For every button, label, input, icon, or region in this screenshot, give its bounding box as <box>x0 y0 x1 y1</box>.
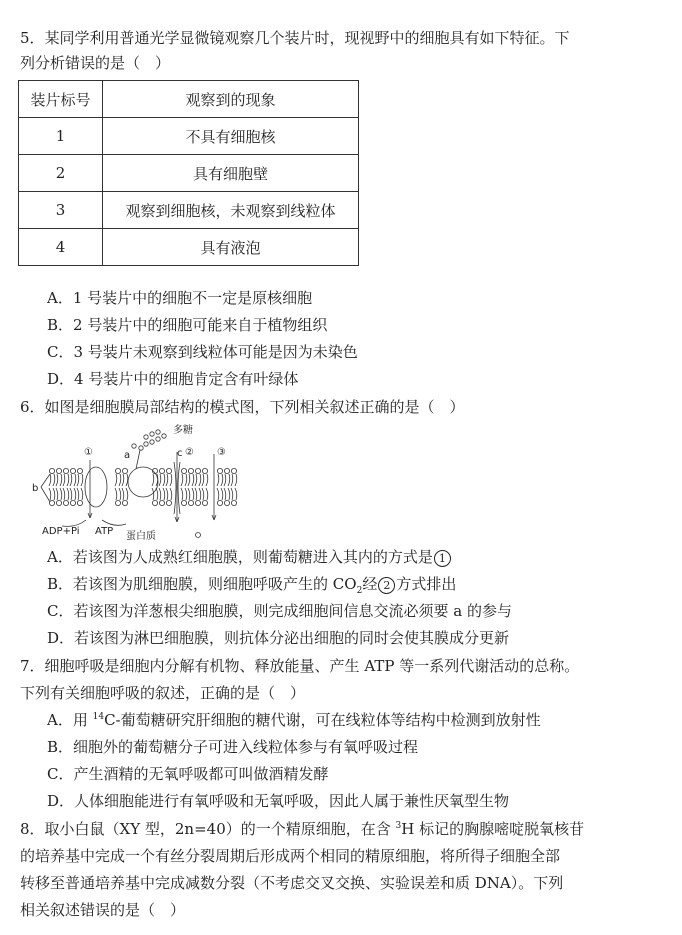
q5-option-c: C．3 号装片未观察到线粒体可能是因为未染色 <box>47 343 358 361</box>
table-header-row <box>19 81 359 118</box>
q5-option-d: D．4 号装片中的细胞肯定含有叶绿体 <box>47 370 299 388</box>
table-header-cell: 装片标号 <box>19 81 103 118</box>
q7-option-d: D．人体细胞能进行有氧呼吸和无氧呼吸，因此人属于兼性厌氧型生物 <box>47 792 510 810</box>
label-circle-1: ① <box>84 447 93 458</box>
q8-line2: 的培养基中完成一个有丝分裂周期后形成两个相同的精原细胞，将所得子细胞全部 <box>20 847 561 865</box>
phospholipid-upper-row <box>49 468 236 473</box>
q7-stem-line2: 下列有关细胞呼吸的叙述，正确的是（ ） <box>20 684 306 702</box>
q8-line1-pre: 8．取小白鼠（XY 型，2n=40）的一个精原细胞，在含 <box>20 820 396 838</box>
q6-stem: 6．如图是细胞膜局部结构的模式图，下列相关叙述正确的是（ ） <box>20 398 465 416</box>
table-cell: 观察到细胞核，未观察到线粒体 <box>103 192 359 229</box>
label-atp: ATP <box>95 526 114 537</box>
table-row <box>19 118 359 155</box>
membrane-diagram <box>28 422 248 544</box>
q5-table <box>18 80 359 266</box>
q8-line4: 相关叙述错误的是（ ） <box>20 901 186 919</box>
label-circle-3: ③ <box>217 447 226 458</box>
label-c: c <box>177 448 183 459</box>
circled-number-2: 2 <box>378 577 395 594</box>
table-cell: 4 <box>19 229 103 266</box>
q7-option-a-pre: A．用 <box>47 711 93 729</box>
q5-option-a: A．1 号装片中的细胞不一定是原核细胞 <box>47 289 313 307</box>
q5-option-b: B．2 号装片中的细胞可能来自于植物组织 <box>47 316 328 334</box>
table-cell: 1 <box>19 118 103 155</box>
phospholipid-lower-row <box>49 500 236 505</box>
q7-stem-line1: 7．细胞呼吸是细胞内分解有机物、释放能量、产生 ATP 等一系列代谢活动的总称。 <box>20 657 580 675</box>
table-header-cell: 观察到的现象 <box>103 81 359 118</box>
label-a: a <box>124 450 131 461</box>
channel-protein-1 <box>85 467 107 507</box>
q5-stem-line1: 5．某同学利用普通光学显微镜观察几个装片时，现视野中的细胞具有如下特征。下 <box>20 29 570 47</box>
table-row <box>19 192 359 229</box>
table-row <box>19 155 359 192</box>
q6-option-b-pre: B．若该图为肌细胞膜，则细胞呼吸产生的 CO <box>47 575 357 593</box>
q6-option-b-mid: 经 <box>362 575 378 593</box>
q8-line1-post: H 标记的胸腺嘧啶脱氧核苷 <box>401 820 585 838</box>
table-cell: 3 <box>19 192 103 229</box>
q5-stem-line2: 列分析错误的是（ ） <box>20 54 171 72</box>
table-cell: 不具有细胞核 <box>103 118 359 155</box>
circled-number-1: 1 <box>434 550 451 567</box>
q8-line3: 转移至普通培养基中完成减数分裂（不考虑交叉交换、实验误差和质 DNA）。下列 <box>20 874 564 892</box>
table-row <box>19 229 359 266</box>
q6-option-d: D．若该图为淋巴细胞膜，则抗体分泌出细胞的同时会使其膜成分更新 <box>47 629 510 647</box>
table-cell: 具有细胞壁 <box>103 155 359 192</box>
q6-option-a-text: A．若该图为人成熟红细胞膜，则葡萄糖进入其内的方式是 <box>47 548 433 566</box>
q6-option-b-sub: 2 <box>356 586 363 596</box>
label-circle-2: ② <box>185 447 194 458</box>
label-b: b <box>32 483 39 494</box>
q6-option-b-post: 方式排出 <box>396 575 457 593</box>
q8-line1 <box>20 819 584 839</box>
q6-option-c: C．若该图为洋葱根尖细胞膜，则完成细胞间信息交流必须要 a 的参与 <box>47 602 512 620</box>
q7-option-a-post: C-葡萄糖研究肝细胞的糖代谢，可在线粒体等结构中检测到放射性 <box>104 711 541 729</box>
q6-option-b <box>47 574 456 594</box>
table-cell: 具有液泡 <box>103 229 359 266</box>
q7-option-a-sup: 14 <box>92 712 105 722</box>
q7-option-a <box>47 710 541 730</box>
label-protein: 蛋白质 <box>126 531 156 542</box>
label-adp-pi: ADP+Pi <box>42 526 80 537</box>
q7-option-c: C．产生酒精的无氧呼吸都可叫做酒精发酵 <box>47 765 329 783</box>
q8-line1-sup: 3 <box>395 821 402 831</box>
q6-option-a <box>47 547 452 567</box>
table-cell: 2 <box>19 155 103 192</box>
label-duotang: 多糖 <box>173 425 193 436</box>
q7-option-b: B．细胞外的葡萄糖分子可进入线粒体参与有氧呼吸过程 <box>47 738 419 756</box>
